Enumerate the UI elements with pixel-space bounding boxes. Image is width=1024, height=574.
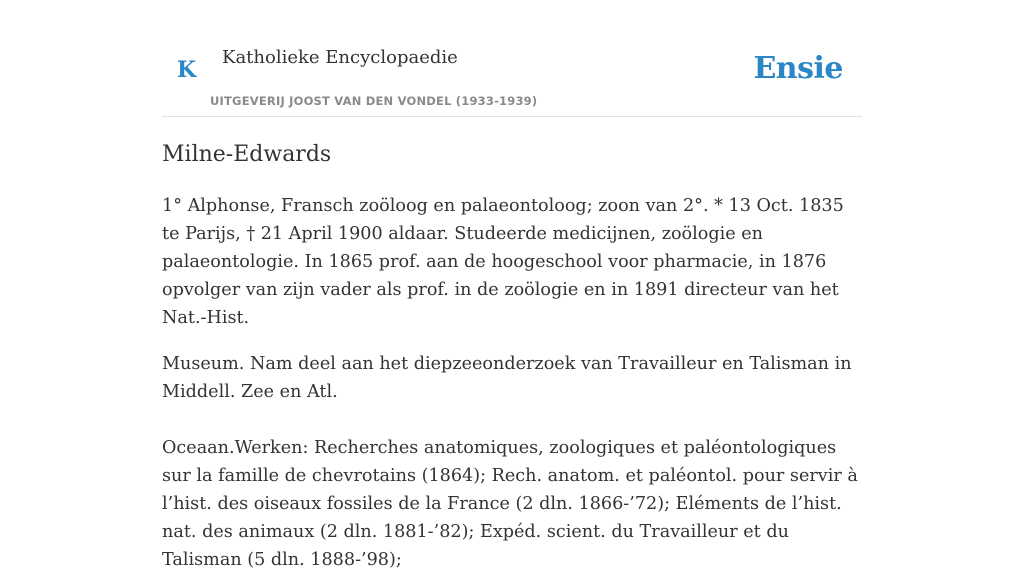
ensie-brand-logo[interactable]: Ensie	[753, 51, 843, 86]
publisher-logo[interactable]: K	[177, 57, 197, 83]
site-title-link[interactable]: Katholieke Encyclopaedie	[222, 47, 458, 68]
site-subtitle: UITGEVERIJ JOOST VAN DEN VONDEL (1933-1939)	[210, 94, 538, 108]
site-header	[162, 0, 862, 117]
article-body	[162, 192, 864, 574]
article-paragraph: Oceaan.Werken: Recherches anatomiques, zoologiques et paléontologiques sur la famille de chevrotains (1864); Rech. anatom. et paléontol. pour servir à l’hist. des oiseaux fossiles de la France (2 dln. 1866-’72); Eléments de l’hist. nat. des animaux (2 dln. 1881-’82); Expéd. scient. du Travailleur et du Talisman (5 dln. 1888-’98);	[162, 438, 858, 570]
article-title: Milne-Edwards	[162, 142, 332, 167]
article-paragraph: Museum. Nam deel aan het diepzeeonderzoek van Travailleur en Talisman in Middell. Zee en Atl.	[162, 354, 852, 402]
article-paragraph: 1° Alphonse, Fransch zoöloog en palaeontoloog; zoon van 2°. * 13 Oct. 1835 te Parijs, † 21 April 1900 aldaar. Studeerde medicijnen, zoölogie en palaeontologie. In 1865 prof. aan de hoogeschool voor pharmacie, in 1876 opvolger van zijn vader als prof. in de zoölogie en in 1891 directeur van het Nat.-Hist.	[162, 196, 844, 328]
